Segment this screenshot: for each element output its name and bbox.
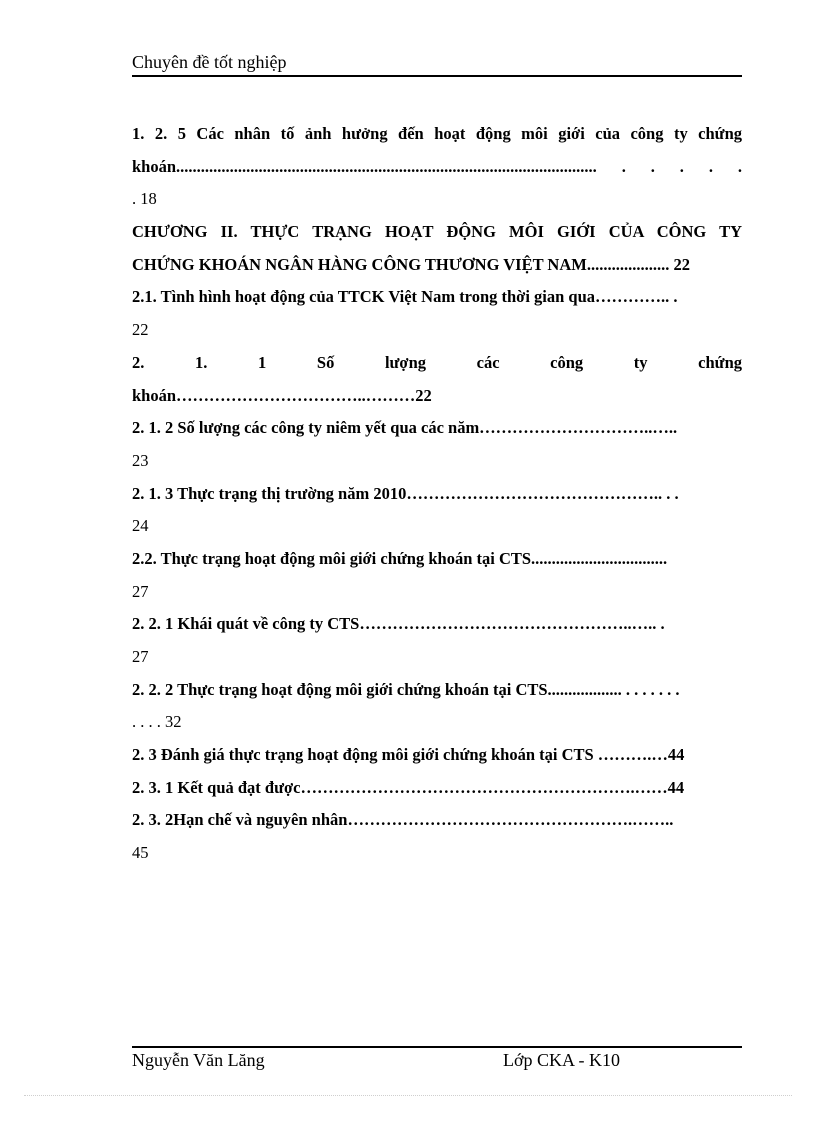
- footer-class-label: Lớp CKA - K10: [503, 1050, 621, 1070]
- toc-line: khoán...................................................................................................... . . . . .: [132, 156, 742, 176]
- table-of-contents: [132, 118, 742, 870]
- toc-line: CHƯƠNG II. THỰC TRẠNG HOẠT ĐỘNG MÔI GIỚI CỦA CÔNG TY: [132, 222, 742, 242]
- page-edge-divider: [24, 1095, 792, 1096]
- toc-line: 2. 1. 1 Số lượng các công ty chứng: [132, 352, 742, 372]
- footer-author: Nguyễn Văn Lăng: [132, 1050, 265, 1070]
- page-header-title: Chuyên đề tốt nghiệp: [132, 52, 287, 72]
- toc-line: 27: [132, 581, 149, 601]
- toc-line: 2. 2. 1 Khái quát về công ty CTS…………………………………………..….. .: [132, 614, 665, 634]
- toc-line: 1. 2. 5 Các nhân tố ảnh hưởng đến hoạt động môi giới của công ty chứng: [132, 124, 742, 143]
- toc-line: 2. 2. 2 Thực trạng hoạt động môi giới chứng khoán tại CTS.................. . . . . . . .: [132, 679, 680, 699]
- toc-line: 2.1. Tình hình hoạt động của TTCK Việt Nam trong thời gian qua………….. .: [132, 287, 678, 307]
- toc-line: CHỨNG KHOÁN NGÂN HÀNG CÔNG THƯƠNG VIỆT NAM.................... 22: [132, 254, 690, 274]
- toc-line: 22: [132, 320, 149, 340]
- toc-line: . . . . 32: [132, 712, 182, 732]
- toc-line: 23: [132, 450, 149, 470]
- toc-line: 2.2. Thực trạng hoạt động môi giới chứng khoán tại CTS.................................: [132, 548, 668, 568]
- toc-line: khoán……………………………..………22: [132, 385, 432, 405]
- toc-line: . 18: [132, 189, 157, 209]
- toc-line: 45: [132, 843, 149, 863]
- toc-line: 2. 3 Đánh giá thực trạng hoạt động môi giới chứng khoán tại CTS ……….…44: [132, 745, 685, 765]
- toc-line: 2. 1. 2 Số lượng các công ty niêm yết qua các năm…………………………..…..: [132, 418, 678, 438]
- footer-divider: [132, 1046, 742, 1048]
- toc-line: 27: [132, 647, 149, 666]
- toc-line: 2. 1. 3 Thực trạng thị trường năm 2010……………………………………….. . .: [132, 483, 679, 503]
- toc-line: 24: [132, 516, 149, 536]
- toc-line: 2. 3. 1 Kết quả đạt được…………………………………………………….……44: [132, 777, 685, 797]
- header-divider: [132, 75, 742, 77]
- toc-line: 2. 3. 2Hạn chế và nguyên nhân…………………………………………….……..: [132, 810, 674, 830]
